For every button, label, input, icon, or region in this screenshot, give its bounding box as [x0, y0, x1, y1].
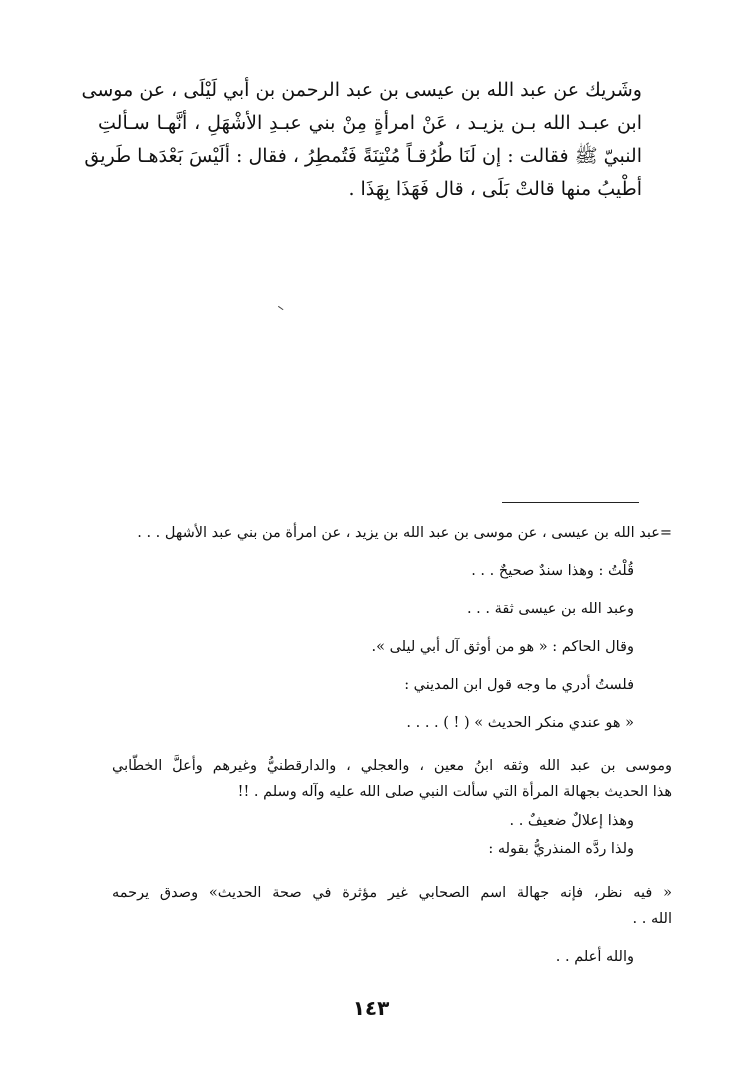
- stray-ink-mark: [275, 306, 284, 315]
- main-text-line: ابن عبـد الله بـن يزيـد ، عَنْ امرأةٍ مِنْ بني عبـدِ الأشْهَلِ ، أنَّهـا سـألتِ: [98, 112, 642, 134]
- footnote-line: « فيه نظر، فإنه جهالة اسم الصحابي غير مؤثرة في صحة الحديث» وصدق يرحمه: [112, 885, 672, 901]
- footnote-line: =عبد الله بن عيسى ، عن موسى بن عبد الله بن يزيد ، عن امرأة من بني عبد الأشهل . . .: [137, 525, 672, 541]
- footnote-line: وقال الحاكم : « هو من أوثق آل أبي ليلى ».: [371, 639, 634, 655]
- footnote-line: فلستُ أدري ما وجه قول ابن المديني :: [404, 677, 634, 693]
- main-text-block: [81, 74, 642, 206]
- footnote-line: الله . .: [632, 911, 672, 927]
- page-number: ١٤٣: [352, 996, 390, 1020]
- footnote-line: وموسى بن عبد الله وثقه ابنُ معين ، والعجلي ، والدارقطنيُّ وغيرهم وأعلَّ الخطّابي: [112, 758, 672, 774]
- footnote-line: والله أعلم . .: [555, 949, 634, 965]
- footnote-separator: [502, 502, 639, 503]
- main-text-line: النبيّ ﷺ فقالت : إن لَنَا طُرُقـاً مُنْتِنَةً فَتُمطِرُ ، فقال : ألَيْسَ بَعْدَهـا طَريق: [84, 145, 642, 167]
- footnote-line: هذا الحديث بجهالة المرأة التي سألت النبي صلى الله عليه وآله وسلم . !!: [237, 784, 672, 800]
- footnote-line: وعبد الله بن عيسى ثقة . . .: [466, 601, 634, 617]
- footnote-line: « هو عندي منكر الحديث » ( ! ) . . . .: [406, 715, 634, 731]
- footnote-line: قُلْتُ : وهذا سندٌ صحيحٌ . . .: [471, 563, 634, 579]
- main-text-line: وشَريك عن عبد الله بن عيسى بن عبد الرحمن بن أبي لَيْلَى ، عن موسى: [81, 79, 642, 101]
- footnote-line: ولذا ردَّه المنذريُّ بقوله :: [488, 841, 634, 857]
- footnote-line: وهذا إعلالٌ ضعيفٌ . .: [509, 813, 634, 829]
- main-text-line: أطْيبُ منها قالتْ بَلَى ، قال فَهَذَا بِهَذَا .: [348, 178, 642, 200]
